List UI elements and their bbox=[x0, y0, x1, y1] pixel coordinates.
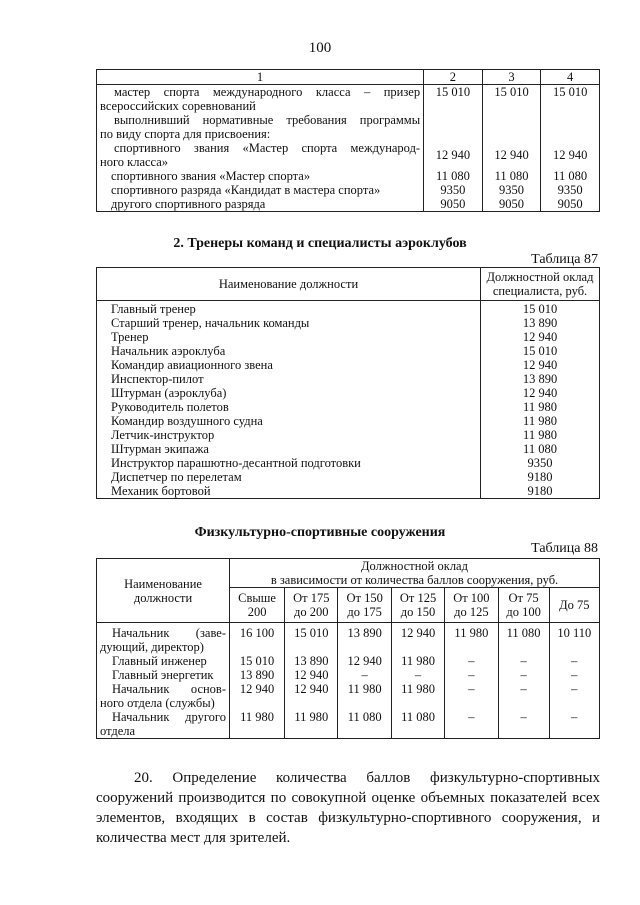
table-row bbox=[97, 197, 600, 212]
subheader-label: От 125 bbox=[399, 591, 437, 605]
salary-value: 11 980 bbox=[391, 682, 444, 710]
header-salary: Должностной оклад bbox=[486, 270, 594, 284]
header-group: в зависимости от количества баллов сооружения, руб. bbox=[270, 573, 559, 587]
position-name: Командир авиационного звена bbox=[97, 358, 481, 372]
value-cell: 9350 bbox=[424, 183, 483, 197]
salary-value: 11 980 bbox=[445, 623, 498, 655]
row-label: спортивного разряда «Кандидат в мастера спорта» bbox=[97, 183, 424, 197]
table-row bbox=[97, 668, 600, 682]
section-heading: 2. Тренеры команд и специалисты аэроклубов bbox=[173, 236, 467, 251]
table-row bbox=[97, 113, 600, 141]
coaches-salary-table bbox=[96, 267, 600, 499]
salary-value: 9180 bbox=[481, 484, 600, 499]
salary-value: 10 110 bbox=[549, 623, 599, 655]
table-row bbox=[97, 330, 600, 344]
position-name: Главный инженер bbox=[112, 654, 207, 668]
salary-value: 15 010 bbox=[481, 344, 600, 358]
salary-value: 12 940 bbox=[481, 386, 600, 400]
table-row bbox=[97, 85, 600, 114]
value-cell bbox=[424, 113, 483, 141]
salary-value: 15 010 bbox=[285, 623, 338, 655]
table-number: Таблица 87 bbox=[531, 252, 598, 267]
page-number: 100 bbox=[308, 40, 332, 56]
salary-value: 12 940 bbox=[230, 682, 285, 710]
salary-value: 11 080 bbox=[481, 442, 600, 456]
body-paragraph bbox=[96, 768, 600, 848]
table-row bbox=[97, 358, 600, 372]
table-row bbox=[97, 428, 600, 442]
salary-value: 11 980 bbox=[481, 400, 600, 414]
salary-value: 9180 bbox=[481, 470, 600, 484]
value-cell: 12 940 bbox=[541, 141, 600, 169]
salary-value: – bbox=[338, 668, 391, 682]
salary-value: 9350 bbox=[481, 456, 600, 470]
position-name: Механик бортовой bbox=[97, 484, 481, 499]
salary-value: 11 080 bbox=[498, 623, 549, 655]
row-label: другого спортивного разряда bbox=[97, 197, 424, 212]
salary-value: – bbox=[498, 710, 549, 739]
salary-value: 13 890 bbox=[481, 372, 600, 386]
position-name: Главный энергетик bbox=[112, 668, 214, 682]
value-cell bbox=[541, 113, 600, 141]
value-cell: 15 010 bbox=[424, 85, 483, 114]
value-cell: 9350 bbox=[482, 183, 541, 197]
header-group: Должностной оклад bbox=[361, 559, 468, 573]
header-position: Наименование bbox=[124, 576, 202, 591]
header-position: должности bbox=[133, 590, 193, 605]
value-cell: 12 940 bbox=[482, 141, 541, 169]
position-name: дующий, директор) bbox=[100, 640, 204, 654]
table-header-row bbox=[97, 70, 600, 85]
position-name: Руководитель полетов bbox=[97, 400, 481, 414]
table-number: Таблица 88 bbox=[531, 541, 598, 556]
salary-value: – bbox=[445, 682, 498, 710]
row-label: по виду спорта для присвоения: bbox=[100, 127, 271, 141]
table-row bbox=[97, 183, 600, 197]
salary-value: – bbox=[498, 654, 549, 668]
table-row bbox=[97, 484, 600, 499]
row-label: ного класса» bbox=[100, 155, 169, 169]
subheader-label: до 100 bbox=[506, 605, 541, 619]
value-cell: 9050 bbox=[482, 197, 541, 212]
salary-value: – bbox=[445, 710, 498, 739]
subheader-label: От 175 bbox=[293, 591, 330, 605]
table-row bbox=[97, 710, 600, 739]
salary-value: 13 890 bbox=[338, 623, 391, 655]
salary-value: 16 100 bbox=[230, 623, 285, 655]
salary-value: 11 080 bbox=[338, 710, 391, 739]
table-row bbox=[97, 414, 600, 428]
table-row bbox=[97, 470, 600, 484]
subheader-label: 200 bbox=[247, 605, 267, 619]
table-row bbox=[97, 372, 600, 386]
salary-value: 12 940 bbox=[481, 330, 600, 344]
value-cell: 9050 bbox=[424, 197, 483, 212]
table-header-row bbox=[97, 268, 600, 301]
position-name: Начальник (заве- bbox=[112, 626, 226, 640]
salary-value: 12 940 bbox=[285, 668, 338, 682]
salary-value: – bbox=[498, 682, 549, 710]
table-row bbox=[97, 623, 600, 655]
subheader-label: до 200 bbox=[294, 605, 329, 619]
header-position: Наименование должности bbox=[97, 268, 481, 301]
row-label: спортивного звания «Мастер спорта международ- bbox=[114, 141, 421, 155]
position-name: ного отдела (службы) bbox=[100, 696, 215, 710]
table-row bbox=[97, 442, 600, 456]
table-row bbox=[97, 301, 600, 317]
salary-value: 11 980 bbox=[338, 682, 391, 710]
value-cell: 11 080 bbox=[424, 169, 483, 183]
salary-value: 13 890 bbox=[481, 316, 600, 330]
position-name: Тренер bbox=[97, 330, 481, 344]
subheader-label: От 150 bbox=[346, 591, 383, 605]
row-label: мастер спорта международного класса – призер bbox=[114, 85, 421, 99]
salary-value: 11 980 bbox=[481, 414, 600, 428]
salary-value: 13 890 bbox=[230, 668, 285, 682]
table-row bbox=[97, 141, 600, 169]
subheader-label: до 150 bbox=[400, 605, 436, 619]
sports-rank-salary-table bbox=[96, 69, 600, 212]
position-name: Штурман (аэроклуба) bbox=[97, 386, 481, 400]
table-row bbox=[97, 316, 600, 330]
row-label: спортивного звания «Мастер спорта» bbox=[97, 169, 424, 183]
subheader-label: До 75 bbox=[559, 598, 590, 612]
salary-value: – bbox=[549, 710, 599, 739]
position-name: Летчик-инструктор bbox=[97, 428, 481, 442]
salary-value: 11 980 bbox=[230, 710, 285, 739]
table-row bbox=[97, 682, 600, 710]
subheader-label: От 75 bbox=[508, 591, 539, 605]
position-name: Инспектор-пилот bbox=[97, 372, 481, 386]
subheader-label: Свыше bbox=[238, 591, 276, 605]
value-cell: 9350 bbox=[541, 183, 600, 197]
subheader-label: От 100 bbox=[453, 591, 490, 605]
header-salary: специалиста, руб. bbox=[492, 284, 588, 298]
position-name: Главный тренер bbox=[97, 301, 481, 317]
value-cell: 15 010 bbox=[541, 85, 600, 114]
value-cell bbox=[482, 113, 541, 141]
value-cell: 15 010 bbox=[482, 85, 541, 114]
value-cell: 11 080 bbox=[482, 169, 541, 183]
salary-value: 11 080 bbox=[391, 710, 444, 739]
header-cell: 1 bbox=[97, 70, 424, 85]
salary-value: 11 980 bbox=[481, 428, 600, 442]
salary-value: 11 980 bbox=[391, 654, 444, 668]
salary-value: – bbox=[445, 668, 498, 682]
salary-value: 13 890 bbox=[285, 654, 338, 668]
row-label: выполнивший нормативные требования программы bbox=[114, 113, 421, 127]
salary-value: 12 940 bbox=[338, 654, 391, 668]
table-row bbox=[97, 400, 600, 414]
salary-value: 11 980 bbox=[285, 710, 338, 739]
salary-value: 12 940 bbox=[391, 623, 444, 655]
table-row bbox=[97, 386, 600, 400]
paragraph-text: 20. Определение количества баллов физкультурно-спортивных сооружений производится по совокупной оценке объемных показателей всех элементов, входящих в состав физкультурно-спортивного сооружения, и количества мест для зрителей. bbox=[96, 770, 600, 846]
position-name: Начальник основ- bbox=[112, 682, 226, 696]
value-cell: 11 080 bbox=[541, 169, 600, 183]
position-name: Диспетчер по перелетам bbox=[97, 470, 481, 484]
salary-value: – bbox=[549, 668, 599, 682]
position-name: Командир воздушного судна bbox=[97, 414, 481, 428]
salary-value: – bbox=[549, 682, 599, 710]
header-cell: 2 bbox=[424, 70, 483, 85]
salary-value: 15 010 bbox=[481, 301, 600, 317]
table-row bbox=[97, 456, 600, 470]
position-name: Инструктор парашютно-десантной подготовки bbox=[97, 456, 481, 470]
value-cell: 12 940 bbox=[424, 141, 483, 169]
value-cell: 9050 bbox=[541, 197, 600, 212]
header-cell: 4 bbox=[541, 70, 600, 85]
salary-value: 12 940 bbox=[481, 358, 600, 372]
salary-value: – bbox=[498, 668, 549, 682]
subheader-label: до 125 bbox=[454, 605, 489, 619]
salary-value: 15 010 bbox=[230, 654, 285, 668]
position-name: Начальник другого bbox=[112, 710, 226, 724]
section-heading: Физкультурно-спортивные сооружения bbox=[194, 525, 446, 540]
sports-facilities-salary-table bbox=[96, 558, 600, 739]
subheader-label: до 175 bbox=[347, 605, 382, 619]
table-row bbox=[97, 654, 600, 668]
table-row bbox=[97, 344, 600, 358]
position-name: Штурман экипажа bbox=[97, 442, 481, 456]
table-row bbox=[97, 169, 600, 183]
table-header-row bbox=[97, 559, 600, 588]
position-name: Старший тренер, начальник команды bbox=[97, 316, 481, 330]
salary-value: – bbox=[549, 654, 599, 668]
position-name: Начальник аэроклуба bbox=[97, 344, 481, 358]
salary-value: 12 940 bbox=[285, 682, 338, 710]
salary-value: – bbox=[391, 668, 444, 682]
salary-value: – bbox=[445, 654, 498, 668]
position-name: отдела bbox=[100, 724, 136, 738]
header-cell: 3 bbox=[482, 70, 541, 85]
row-label: всероссийских соревнований bbox=[100, 99, 256, 113]
